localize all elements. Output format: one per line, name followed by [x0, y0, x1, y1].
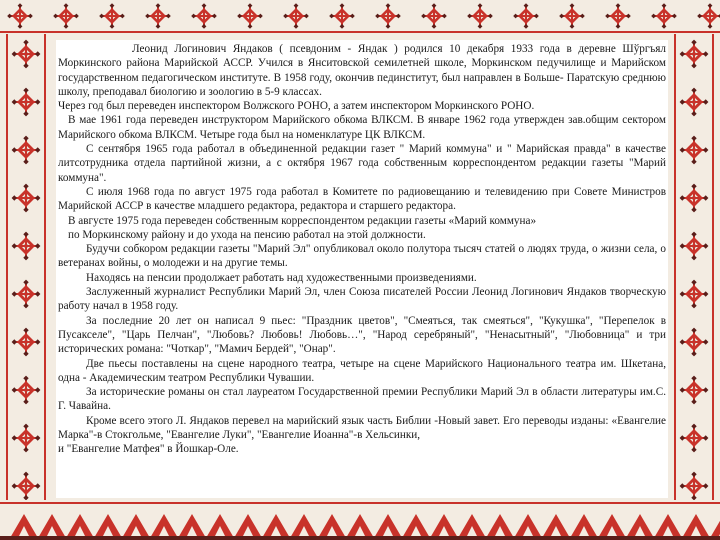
paragraph: Через год был переведен инспектором Волжского РОНО, а затем инспектором Моркинского РОНО.	[58, 100, 535, 113]
right-ornament-border	[668, 34, 720, 500]
paragraph: За исторические романы он стал лауреатом Государственной премии Республики Марий Эл в области литературы им.С. Г. Чавайна.	[58, 386, 666, 413]
paragraph: Заслуженный журналист Республики Марий Эл, член Союза писателей России Леонид Логинович Яндаков творческую работу начал в 1958 году.	[58, 286, 666, 313]
left-ornament-border	[0, 34, 52, 500]
paragraph: и "Евангелие Матфея" в Йошкар-Оле.	[58, 443, 239, 456]
paragraph: по Моркинскому району и до ухода на пенсию работал на этой должности.	[68, 228, 426, 241]
paragraph: За последние 20 лет он написал 9 пьес: "Праздник цветов", "Смеяться, так смеяться", "Кукушка", "Перепелок в Пусакселе", "Царь Пелчан", "Любовь? Любовь! Любовь…", "Народ серебряный", "Ненасытный", "Любовница" и три исторических романа: "Чоткар", "Мамич Бердей", "Онар".	[58, 314, 666, 356]
paragraph: С сентября 1965 года работал в объединенной редакции газет " Марий коммуна" и " Марийская правда" в качестве литсотрудника отдела партийной жизни, а с октября 1967 года собственным корреспондентом редакции газеты "Марий коммуна".	[58, 143, 666, 184]
paragraph-intro: Леонид Логинович Яндаков ( псевдоним - Яндак ) родился 10 декабря 1933 года в деревне Шўргъял Моркинского района Марийской АССР. Учился в Янситовской семилетней школе, Моркинском педучилище и Марийском государственном педагогическом институте. В 1958 году, окончив пединститут, был направлен в Больше- Паратскую среднюю школу, преподавал биологию и зоологию в 5-9 классах.	[58, 43, 666, 98]
paragraph: В мае 1961 года переведен инструктором Марийского обкома ВЛКСМ. В январе 1962 года утвержден зав.общим сектором Марийского обкома ВЛКСМ. Четыре года был на номенклатуре ЦК ВЛКСМ.	[58, 114, 666, 141]
paragraph: Будучи собкором редакции газеты "Марий Эл" опубликовал около полутора тысяч статей о людях труда, о жизни села, о ветеранах войны, о молодежи и на другие темы.	[58, 243, 666, 270]
paragraph: С июля 1968 года по август 1975 года работал в Комитете по радиовещанию и телевидению при Совете Министров Марийской АССР в качестве младшего редактора, редактора и старшего редактора.	[58, 185, 666, 213]
paragraph: В августе 1975 года переведен собственным корреспондентом редакции газеты «Марий коммуна»	[68, 214, 537, 227]
paragraph: Кроме всего этого Л. Яндаков перевел на марийский язык часть Библии -Новый завет. Его переводы изданы: «Евангелие Марка"-в Стокгольме, "Евангелие Луки", "Евангелие Иоанна"-в Хельсинки,	[58, 414, 666, 442]
biography-text-block	[56, 40, 668, 498]
top-ornament-border	[0, 0, 720, 34]
paragraph: Две пьесы поставлены на сцене народного театра, четыре на сцене Марийского Национального театра им. Шкетана, одна - Академическим театром Республики Чувашии.	[58, 357, 666, 384]
paragraph: Находясь на пенсии продолжает работать над художественными произведениями.	[86, 271, 477, 284]
bottom-ornament-border	[0, 500, 720, 540]
